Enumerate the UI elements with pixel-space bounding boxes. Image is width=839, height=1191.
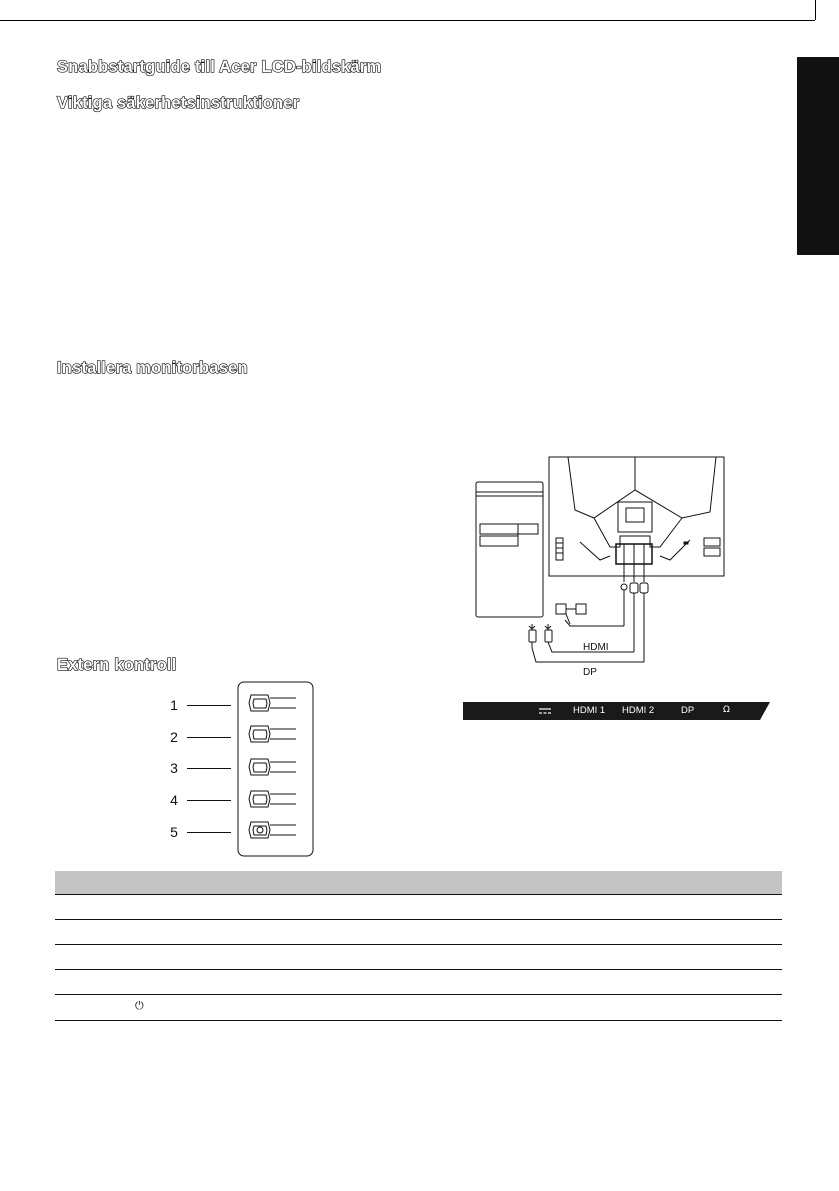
power-icon: ⏻ bbox=[135, 999, 144, 1012]
hdmi-cable-label: HDMI bbox=[583, 642, 609, 653]
table-row bbox=[55, 920, 782, 945]
leader-line-4 bbox=[187, 800, 231, 801]
port-panel-bar bbox=[463, 702, 770, 720]
leader-line-2 bbox=[187, 737, 231, 738]
section-heading-base: Installera monitorbasen bbox=[57, 359, 248, 377]
table-row bbox=[55, 970, 782, 995]
control-button-4 bbox=[249, 791, 296, 807]
connection-diagram bbox=[470, 452, 735, 682]
table-row bbox=[55, 995, 782, 1021]
control-button-1 bbox=[249, 695, 296, 711]
table-row bbox=[55, 945, 782, 970]
leader-line-3 bbox=[187, 768, 231, 769]
crop-mark-top-horizontal bbox=[0, 20, 815, 21]
document-title: Snabbstartguide till Acer LCD-bildskärm bbox=[57, 58, 382, 76]
section-heading-controls: Extern kontroll bbox=[57, 656, 177, 674]
port-label-hdmi1: HDMI 1 bbox=[573, 705, 606, 716]
language-side-tab bbox=[797, 57, 839, 255]
control-button-2 bbox=[249, 726, 296, 742]
monitor-back-illustration bbox=[549, 457, 724, 576]
controls-table bbox=[55, 871, 782, 1021]
headphone-icon: Ω bbox=[723, 705, 730, 715]
table-row bbox=[55, 895, 782, 920]
control-number-4: 4 bbox=[170, 792, 178, 808]
pc-tower-illustration bbox=[476, 482, 563, 617]
crop-mark-top-vertical bbox=[815, 0, 816, 20]
control-button-5-power bbox=[249, 822, 296, 838]
control-panel-illustration bbox=[236, 681, 316, 858]
control-number-1: 1 bbox=[170, 697, 178, 713]
section-heading-safety: Viktiga säkerhetsinstruktioner bbox=[57, 94, 300, 112]
control-number-2: 2 bbox=[170, 729, 178, 745]
control-number-3: 3 bbox=[170, 760, 178, 776]
control-button-3 bbox=[249, 759, 296, 775]
control-number-5: 5 bbox=[170, 824, 178, 840]
dc-power-icon bbox=[539, 707, 551, 715]
dp-cable-label: DP bbox=[583, 667, 597, 678]
leader-line-5 bbox=[187, 832, 231, 833]
port-label-dp: DP bbox=[681, 705, 695, 716]
leader-line-1 bbox=[187, 705, 231, 706]
port-label-hdmi2: HDMI 2 bbox=[622, 705, 655, 716]
table-header-row bbox=[55, 871, 782, 895]
